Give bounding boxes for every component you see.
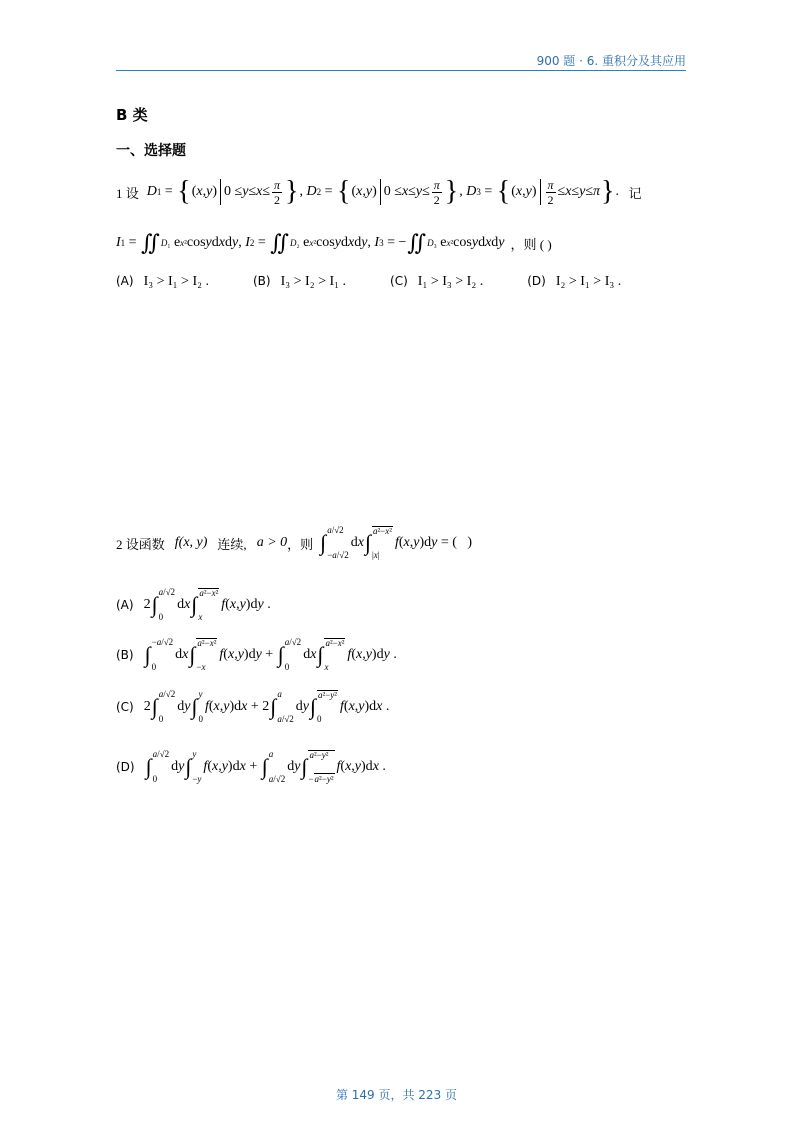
q1-option-b: (B) I₃ > I₂ > I₁ . (253, 274, 347, 289)
q1-definition-line: 1 设 D 1 = { ( x , y ) 0 ≤ y ≤ x ≤ $\frac{\pi}{2}$ } , D 2 = { ( x , y ) 0 ≤ x ≤ y ≤ $\frac{\pi}{2}$ } , D 3 = { ( x , y ) $\frac{\pi}{2}$ ≤ x ≤ y ≤ π } . 记 (116, 176, 642, 207)
page-footer: 第 149 页，共 223 页 (335, 1088, 458, 1102)
header-rule (116, 70, 686, 71)
q2-option-b: (B) ∫ −a/√2 0 d x ∫ a²−x² −x f ( x , y )d y + ∫ a/√2 0 d x ∫ a²−x² x f ( x , y )d y . (116, 637, 397, 672)
q2-integral: ∫ a/√2 −a/√2 d x ∫ a²−x² |x| f ( x , y )d y = ( ) (320, 525, 473, 560)
q2-continuous: 连续, (217, 536, 247, 552)
q2-intro: 2 设函数 (116, 536, 165, 552)
q1-ji: 记 (628, 185, 642, 201)
running-header: 900 题 · 6. 重积分及其应用 (536, 54, 686, 68)
q1-tail: ，则 ( ) (510, 236, 552, 252)
q1-intro: 1 设 (116, 185, 139, 201)
q2-function: f(x, y) (174, 535, 208, 550)
section-title: B 类 (116, 106, 148, 124)
q2-condition: a > 0 (256, 535, 288, 550)
q2-option-d: (D) ∫ a/√2 0 d y ∫ y −y f ( x , y )d x + ∫ a a/√2 d y ∫ a²−y² −a²−y² f ( x , y )d x . (116, 749, 386, 784)
q2-option-c: (C) 2 ∫ a/√2 0 d y ∫ y 0 f ( x , y )d x + 2 ∫ a a/√2 d y ∫ a²−y² 0 f ( x , y )d x . (116, 689, 390, 724)
q1-option-a: (A) I₃ > I₁ > I₂ . (116, 274, 209, 289)
subsection-title: 一、选择题 (116, 143, 186, 159)
q1-options-line (116, 274, 621, 290)
q1-option-d: (D) I₂ > I₁ > I₃ . (527, 274, 622, 289)
q2-stem-line (116, 526, 472, 560)
q1-integrals-line: I 1 = ∬ D₁ e x² cos y d x d y , I 2 = ∬ D₂ e x² cos y d x d y , I 3 = − ∬ D₃ e x² cos y d x d y ，则 ( ) (116, 230, 552, 255)
q2-option-a: (A) 2 ∫ a/√2 0 d x ∫ a²−x² x f ( x , y )d y . (116, 587, 271, 622)
q1-option-c: (C) I₁ > I₃ > I₂ . (390, 274, 484, 289)
q2-then: ，则 (287, 536, 314, 552)
